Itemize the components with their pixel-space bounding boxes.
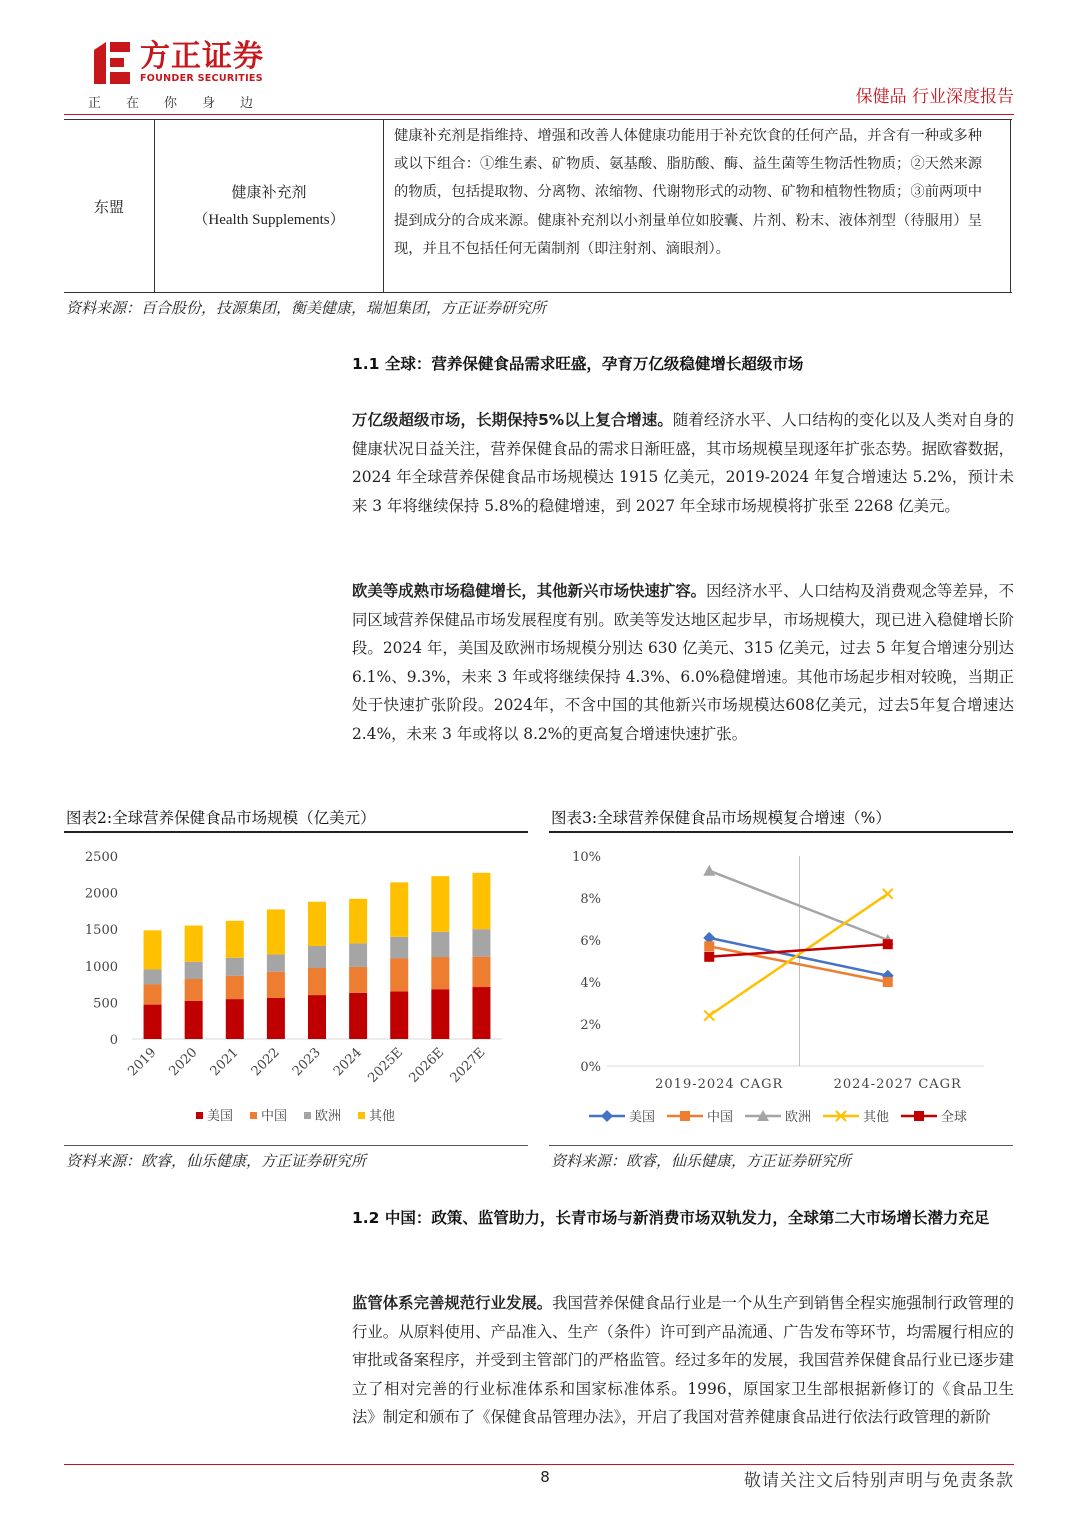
x-tick-label: 2020: [166, 1045, 201, 1080]
brand-name-cn: 方正证券: [140, 39, 264, 74]
footer-divider: [64, 1464, 1014, 1465]
legend-swatch-美国: [196, 1112, 203, 1119]
y-tick-label: 6%: [580, 934, 601, 949]
bar-segment-其他: [308, 902, 326, 946]
x-tick-label: 2022: [248, 1045, 283, 1080]
y-tick-label: 0%: [580, 1060, 601, 1075]
data-point-中国: [704, 941, 714, 951]
figure3-title: 图表3:全球营养保健食品市场规模复合增速（%）: [551, 809, 891, 827]
brand-name-en: FOUNDER SECURITIES: [140, 73, 263, 84]
bar-segment-欧洲: [267, 954, 285, 971]
paragraph-lead: 欧美等成熟市场稳健增长，其他新兴市场快速扩容。: [352, 582, 707, 600]
bar-segment-中国: [390, 958, 408, 991]
bar-segment-中国: [308, 968, 326, 995]
bar-segment-其他: [390, 882, 408, 937]
y-tick-label: 2%: [580, 1018, 601, 1033]
bar-segment-其他: [226, 921, 244, 958]
paragraph-1-1-2: [352, 577, 1014, 749]
y-tick-label: 2000: [84, 886, 118, 902]
paragraph-1-1-1: [352, 406, 1014, 520]
bar-segment-欧洲: [308, 946, 326, 968]
x-tick-label: 2026E: [406, 1045, 448, 1086]
legend-label: 其他: [369, 1109, 396, 1124]
section-heading-1-2: 1.2 中国：政策、监管助力，长青市场与新消费市场双轨发力，全球第二大市场增长潜力充足: [352, 1209, 990, 1227]
figure2-bottom-rule: [64, 1145, 528, 1146]
bar-segment-其他: [267, 909, 285, 954]
paragraph-lead: 监管体系完善规范行业发展。: [352, 1294, 553, 1312]
bar-segment-其他: [472, 873, 490, 929]
bar-segment-中国: [431, 957, 449, 989]
legend-label: 中国: [707, 1110, 734, 1125]
legend-label: 全球: [941, 1110, 968, 1125]
bar-segment-美国: [226, 999, 244, 1039]
market-size-bar-chart: [64, 836, 528, 1141]
y-tick-label: 10%: [572, 850, 601, 865]
figure2-top-rule: [64, 831, 528, 833]
legend-label: 中国: [261, 1109, 288, 1124]
bar-segment-欧洲: [185, 962, 203, 979]
bar-segment-其他: [431, 876, 449, 932]
bar-segment-中国: [144, 984, 162, 1004]
bar-segment-欧洲: [349, 943, 367, 967]
y-tick-label: 500: [93, 996, 118, 1012]
y-tick-label: 4%: [580, 976, 601, 991]
x-tick-label: 2025E: [365, 1045, 407, 1086]
bar-segment-中国: [267, 972, 285, 998]
bar-segment-中国: [472, 957, 490, 987]
table-cell-definition: 健康补充剂是指维持、增强和改善人体健康功能用于补充饮食的任何产品，并含有一种或多种或以下组合：①维生素、矿物质、氨基酸、脂肪酸、酶、益生菌等生物活性物质；②天然来源的物质，包括提取物、分离物、浓缩物、代谢物形式的动物、矿物和植物性物质；③前两项中提到成分的合成来源。健康补充剂以小剂量单位如胶囊、片剂、粉末、液体剂型（待服用）呈现，并且不包括任何无菌制剂（即注射剂、滴眼剂）。: [394, 128, 982, 257]
legend-swatch-中国: [250, 1112, 257, 1119]
legend-label: 其他: [863, 1110, 890, 1125]
paragraph-1-2-1: [352, 1289, 1014, 1432]
paragraph-lead: 万亿级超级市场，长期保持5%以上复合增速。: [352, 411, 673, 429]
bar-segment-美国: [185, 1001, 203, 1039]
cagr-line-chart: [549, 836, 1013, 1141]
term-cn: 健康补充剂: [231, 183, 307, 201]
x-tick-label: 2023: [289, 1045, 324, 1080]
report-type: 保健品 行业深度报告: [855, 87, 1014, 107]
section-heading-1-1: 1.1 全球：营养保健食品需求旺盛，孕育万亿级稳健增长超级市场: [352, 355, 804, 373]
header-divider: [64, 114, 1014, 115]
paragraph-body: 随着经济水平、人口结构的变化以及人类对自身的健康状况日益关注，营养保健食品的需求日渐旺盛，其市场规模呈现逐年扩张态势。据欧睿数据，2024 年全球营养保健食品市场规模达 1915 亿美元，2019-2024 年复合增速达 5.2%，预计未来 3 年将继续保持 5.8%的稳健增速，到 2027 年全球市场规模将扩张至 2268 亿美元。: [352, 411, 1014, 515]
definition-table: [64, 119, 1012, 293]
founder-logo-icon: [88, 40, 132, 86]
x-tick-label: 2019: [125, 1045, 160, 1080]
series-line-美国: [709, 938, 888, 976]
legend-label: 美国: [629, 1110, 656, 1125]
legend-label: 欧洲: [785, 1110, 812, 1125]
table-source: 资料来源：百合股份，技源集团，衡美健康，瑞旭集团，方正证券研究所: [66, 299, 547, 317]
y-tick-label: 1500: [84, 923, 118, 939]
figure3-bottom-rule: [549, 1145, 1013, 1146]
bar-segment-美国: [390, 991, 408, 1039]
brand-slogan: 正在你身边: [88, 96, 279, 111]
paragraph-body: 因经济水平、人口结构及消费观念等差异，不同区域营养保健品市场发展程度有别。欧美等发达地区起步早，市场规模大，现已进入稳健增长阶段。2024 年，美国及欧洲市场规模分别达 630 亿美元、315 亿美元，过去 5 年复合增速分别达 6.1%、9.3%，未来 3 年或将继续保持 4.3%、6.0%稳健增速。其他市场起步相对较晚，当期正处于快速扩张阶段。2024年，不含中国的其他新兴市场规模达608亿美元，过去5年复合增速达2.4%，未来 3 年或将以 8.2%的更高复合增速快速扩张。: [352, 582, 1014, 743]
bar-segment-欧洲: [226, 958, 244, 976]
x-tick-label: 2024-2027 CAGR: [833, 1077, 962, 1092]
bar-segment-美国: [349, 993, 367, 1039]
bar-segment-其他: [144, 930, 162, 969]
legend-label: 美国: [207, 1109, 234, 1124]
bar-segment-欧洲: [431, 932, 449, 957]
bar-segment-美国: [308, 995, 326, 1039]
bar-segment-美国: [267, 998, 285, 1039]
bar-segment-其他: [349, 899, 367, 944]
bar-segment-欧洲: [390, 937, 408, 959]
data-point-其他: [883, 889, 893, 899]
data-point-中国: [883, 977, 893, 987]
figure2-source: 资料来源：欧睿，仙乐健康，方正证券研究所: [66, 1152, 367, 1170]
bar-segment-中国: [226, 976, 244, 999]
legend-swatch-其他: [358, 1112, 365, 1119]
table-right-border: [1010, 120, 1011, 292]
data-point-全球: [704, 952, 714, 962]
legend-marker-全球: [914, 1111, 924, 1121]
data-point-欧洲: [703, 865, 715, 876]
series-line-欧洲: [709, 871, 888, 940]
x-tick-label: 2021: [207, 1045, 242, 1080]
bar-segment-欧洲: [472, 929, 490, 956]
bar-segment-中国: [349, 967, 367, 993]
footer-disclaimer: 敬请关注文后特别声明与免责条款: [744, 1471, 1014, 1491]
y-tick-label: 2500: [84, 850, 118, 865]
y-tick-label: 0: [109, 1033, 118, 1048]
table-cell-region: 东盟: [93, 197, 124, 216]
figure2-title: 图表2:全球营养保健食品市场规模（亿美元）: [66, 809, 376, 827]
page-number: 8: [540, 1468, 550, 1486]
legend-label: 欧洲: [315, 1109, 342, 1124]
x-tick-label: 2019-2024 CAGR: [655, 1077, 784, 1092]
legend-marker-美国: [601, 1110, 613, 1122]
x-tick-label: 2027E: [447, 1045, 489, 1086]
figure3-top-rule: [549, 831, 1013, 833]
bar-segment-欧洲: [144, 969, 162, 984]
table-cell-term: [154, 120, 384, 292]
term-en: （Health Supplements）: [193, 212, 345, 228]
data-point-其他: [704, 1011, 714, 1021]
bar-segment-美国: [431, 989, 449, 1039]
paragraph-body: 我国营养保健食品行业是一个从生产到销售全程实施强制行政管理的行业。从原料使用、产品准入、生产（条件）许可到产品流通、广告发布等环节，均需履行相应的审批或备案程序，并受到主管部门的严格监管。经过多年的发展，我国营养保健食品行业已逐步建立了相对完善的行业标准体系和国家标准体系。1996，原国家卫生部根据新修订的《食品卫生法》制定和颁布了《保健食品管理办法》，开启了我国对营养健康食品进行依法行政管理的新阶: [352, 1294, 1014, 1427]
data-point-全球: [883, 939, 893, 949]
figure3-source: 资料来源：欧睿，仙乐健康，方正证券研究所: [551, 1152, 852, 1170]
bar-segment-中国: [185, 979, 203, 1001]
legend-swatch-欧洲: [304, 1112, 311, 1119]
bar-segment-美国: [144, 1005, 162, 1039]
y-tick-label: 8%: [580, 892, 601, 907]
y-tick-label: 1000: [84, 959, 118, 975]
legend-marker-中国: [680, 1111, 690, 1121]
x-tick-label: 2024: [330, 1045, 365, 1080]
bar-segment-美国: [472, 987, 490, 1039]
bar-segment-其他: [185, 926, 203, 962]
